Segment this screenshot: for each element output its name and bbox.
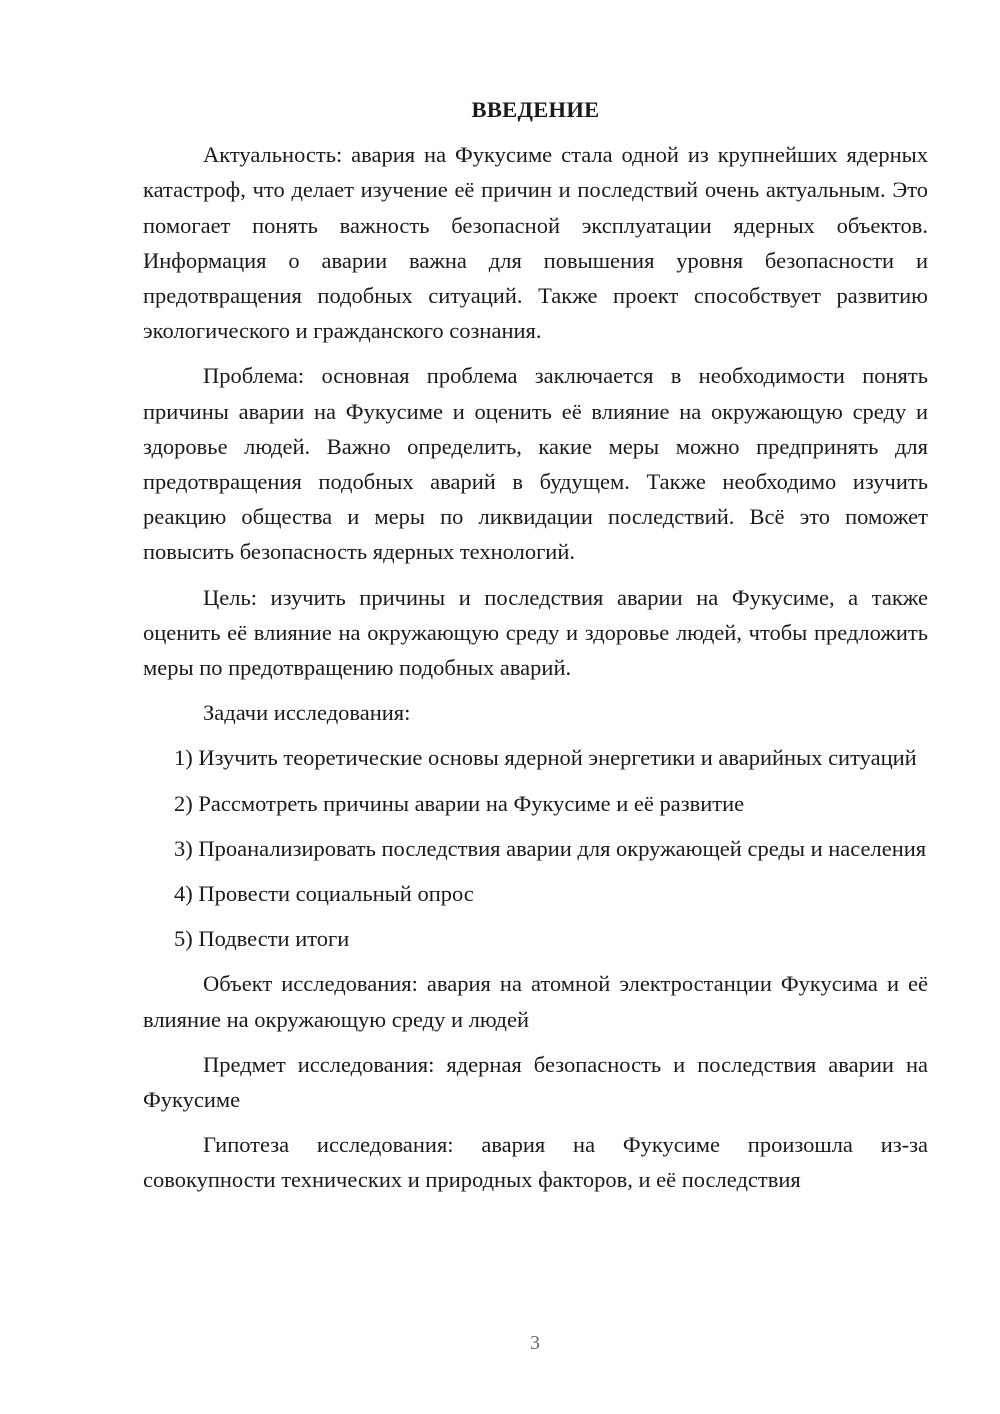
task-item: 3) Проанализировать последствия аварии для окружающей среды и населения <box>174 835 927 861</box>
goal-paragraph: Цель: изучить причины и последствия аварии на Фукусиме, а также оценить её влияние на окружающую среду и здоровье людей, чтобы предложить меры по предотвращению подобных аварий. <box>143 584 928 681</box>
task-item: 4) Провести социальный опрос <box>174 881 474 907</box>
document-page <box>143 92 928 1208</box>
task-item: 2) Рассмотреть причины аварии на Фукусиме и её развитие <box>174 790 745 816</box>
page-number: 3 <box>530 1332 540 1354</box>
tasks-heading: Задачи исследования: <box>203 700 411 726</box>
section-title: ВВЕДЕНИЕ <box>471 97 600 122</box>
relevance-paragraph: Актуальность: авария на Фукусиме стала одной из крупнейших ядерных катастроф, что делает изучение её причин и последствий очень актуальным. Это помогает понять важность безопасной эксплуатации ядерных объектов. Информация о аварии важна для повышения уровня безопасности и предотвращения подобных ситуаций. Также проект способствует развитию экологического и гражданского сознания. <box>143 142 928 344</box>
subject-paragraph: Предмет исследования: ядерная безопасность и последствия аварии на Фукусиме <box>143 1051 928 1113</box>
task-item: 5) Подвести итоги <box>174 926 350 952</box>
problem-paragraph: Проблема: основная проблема заключается в необходимости понять причины аварии на Фукусиме и оценить её влияние на окружающую среду и здоровье людей. Важно определить, какие меры можно предпринять для предотвращения подобных аварий в будущем. Также необходимо изучить реакцию общества и меры по ликвидации последствий. Всё это поможет повысить безопасность ядерных технологий. <box>143 363 928 565</box>
hypothesis-paragraph: Гипотеза исследования: авария на Фукусиме произошла из-за совокупности технических и природных факторов, и её последствия <box>143 1132 928 1193</box>
object-paragraph: Объект исследования: авария на атомной электростанции Фукусима и её влияние на окружающую среду и людей <box>143 971 928 1032</box>
task-item: 1) Изучить теоретические основы ядерной энергетики и аварийных ситуаций <box>174 745 917 771</box>
tasks-list <box>143 740 928 956</box>
